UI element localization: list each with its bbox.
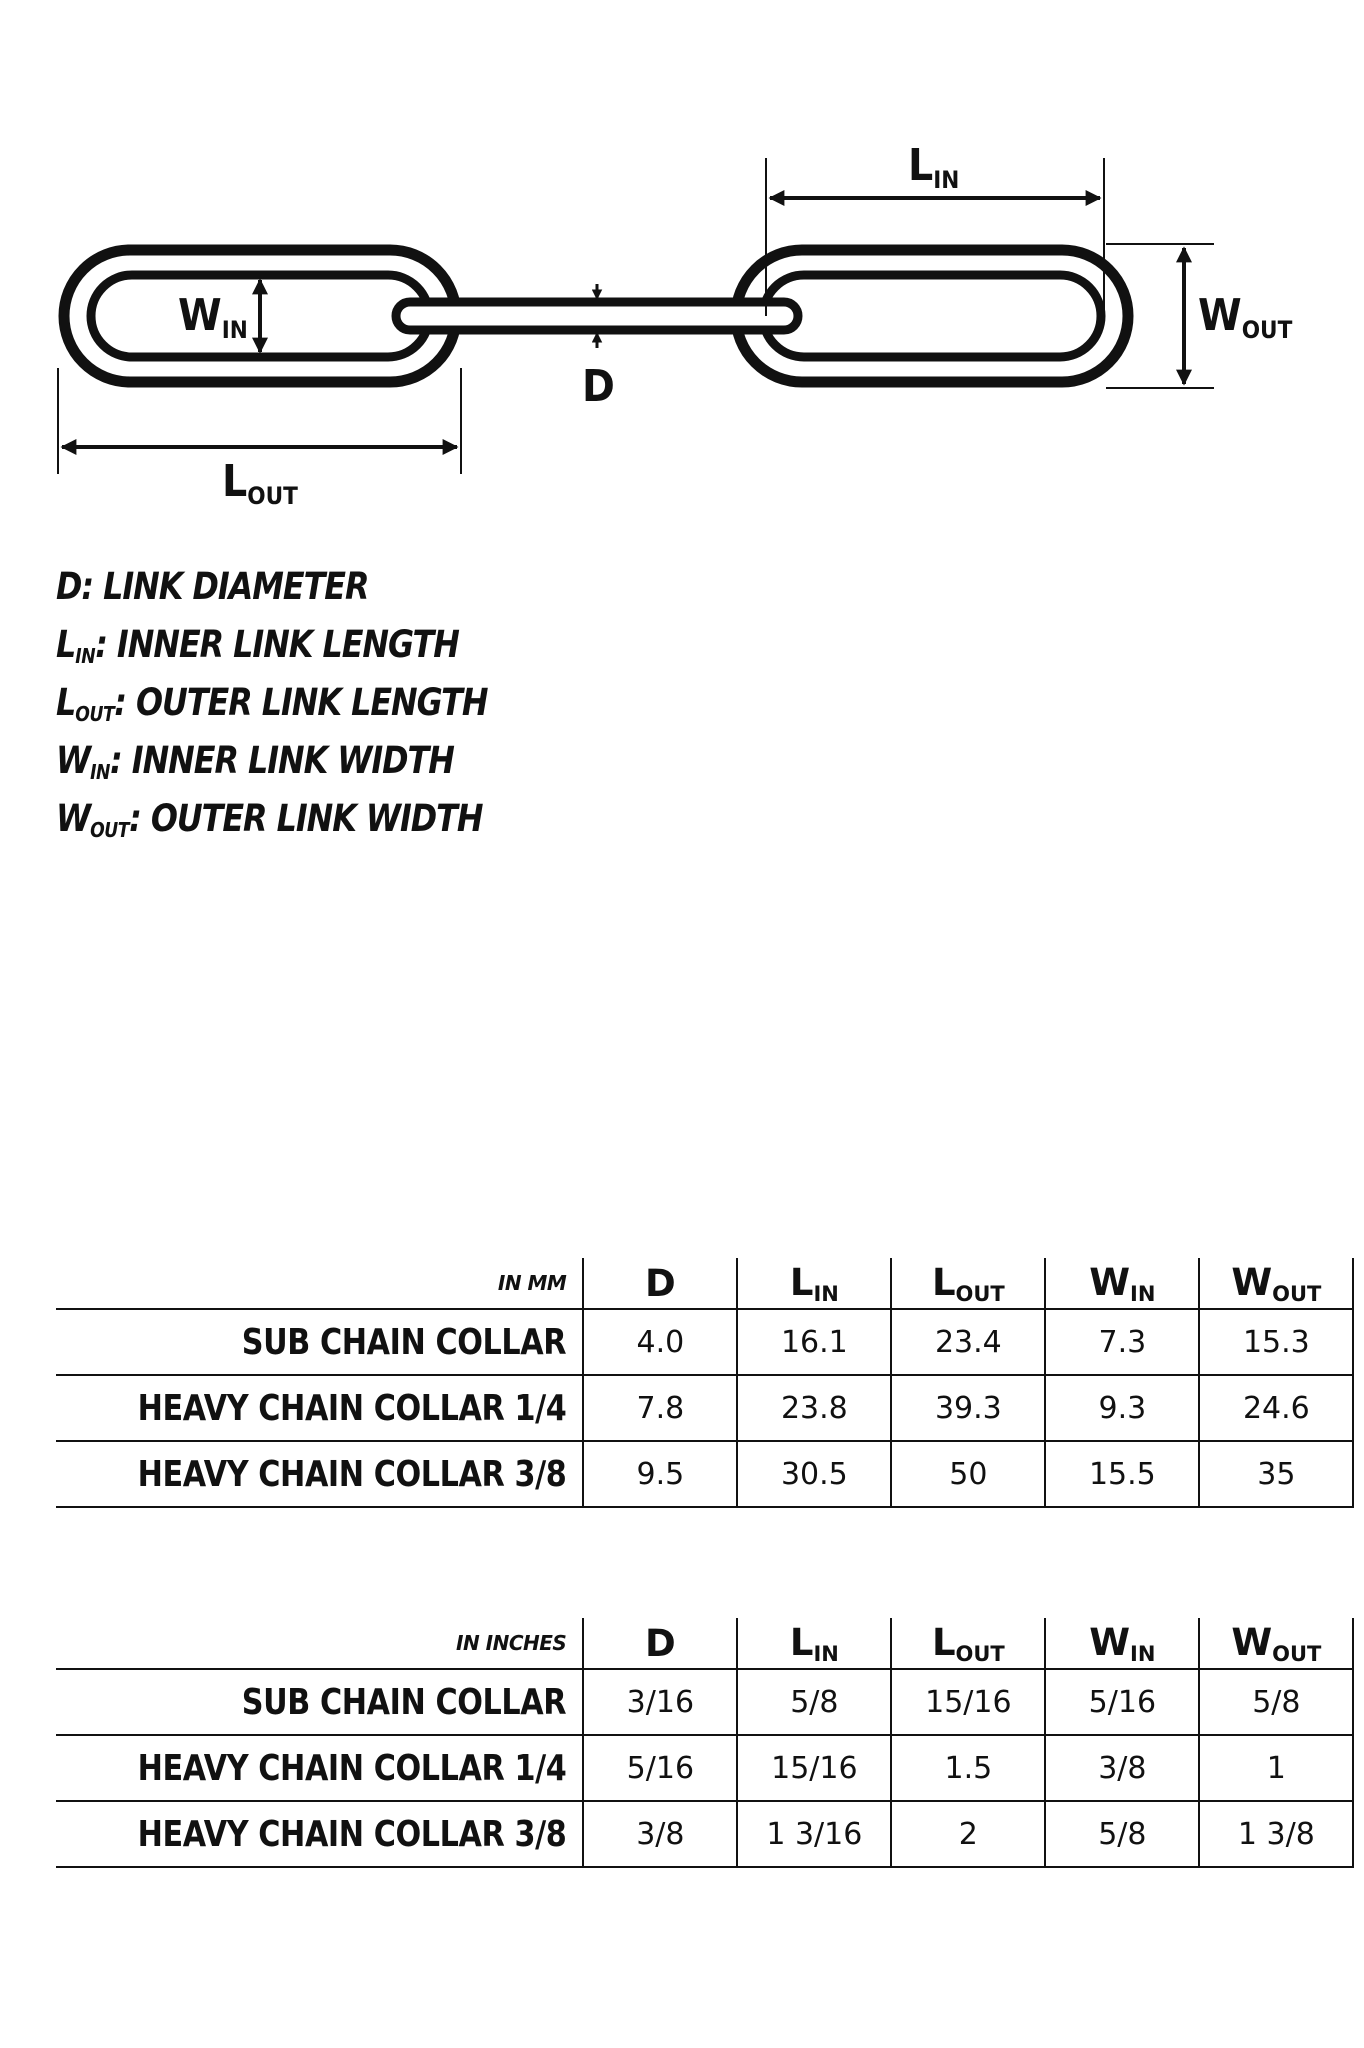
unit-label: IN MM [56,1258,583,1309]
legend-item-w-out: $W_{OUT}$: OUTER LINK WIDTH [56,797,483,842]
cell-w-in: 9.3 [1045,1375,1199,1441]
table-row [56,1309,1353,1375]
cell-w-out: 35 [1199,1441,1353,1507]
l-out-label: LOUT [222,456,298,510]
table-header-row [56,1618,1353,1669]
cell-l-out: 15/16 [891,1669,1045,1735]
cell-w-out: 5/8 [1199,1669,1353,1735]
unit-label: IN INCHES [56,1618,583,1669]
cell-l-out: 2 [891,1801,1045,1867]
cell-w-out: 1 [1199,1735,1353,1801]
chain-link-diagram [0,0,1364,540]
d-label: D [582,361,615,412]
cell-w-in: 5/16 [1045,1669,1199,1735]
row-label: HEAVY CHAIN COLLAR 3/8 [56,1801,583,1867]
row-label: HEAVY CHAIN COLLAR 1/4 [56,1735,583,1801]
right-link-inner [763,275,1101,357]
cell-l-in: 16.1 [737,1309,891,1375]
cell-d: 3/8 [583,1801,737,1867]
cell-w-in: 7.3 [1045,1309,1199,1375]
column-header-d: D [583,1618,737,1669]
cell-d: 9.5 [583,1441,737,1507]
cell-w-out: 1 3/8 [1199,1801,1353,1867]
cell-l-out: 23.4 [891,1309,1045,1375]
w-in-label: WIN [178,290,248,344]
dimensions-table-inches [56,1618,1354,1868]
legend-item-l-out: $L_{OUT}$: OUTER LINK LENGTH [56,681,488,726]
column-header-w-in: $W_{IN}$ [1045,1258,1199,1309]
column-header-l-in: $L_{IN}$ [737,1618,891,1669]
column-header-l-out: $L_{OUT}$ [891,1618,1045,1669]
cell-w-in: 3/8 [1045,1735,1199,1801]
cell-w-out: 24.6 [1199,1375,1353,1441]
middle-link [396,302,798,330]
column-header-w-in: $W_{IN}$ [1045,1618,1199,1669]
cell-w-out: 15.3 [1199,1309,1353,1375]
table-header-row [56,1258,1353,1309]
w-out-label: WOUT [1198,290,1293,344]
cell-w-in: 5/8 [1045,1801,1199,1867]
cell-d: 7.8 [583,1375,737,1441]
cell-d: 4.0 [583,1309,737,1375]
column-header-w-out: $W_{OUT}$ [1199,1618,1353,1669]
cell-l-out: 39.3 [891,1375,1045,1441]
column-header-d: D [583,1258,737,1309]
legend-item-l-in: $L_{IN}$: INNER LINK LENGTH [56,623,459,668]
cell-l-in: 5/8 [737,1669,891,1735]
cell-l-out: 1.5 [891,1735,1045,1801]
cell-l-in: 1 3/16 [737,1801,891,1867]
dimension-legend [56,558,558,848]
cell-d: 3/16 [583,1669,737,1735]
row-label: SUB CHAIN COLLAR [56,1309,583,1375]
cell-l-in: 30.5 [737,1441,891,1507]
table-row [56,1375,1353,1441]
table-row [56,1801,1353,1867]
column-header-l-in: $L_{IN}$ [737,1258,891,1309]
cell-l-in: 15/16 [737,1735,891,1801]
l-in-label: LIN [908,140,960,194]
row-label: SUB CHAIN COLLAR [56,1669,583,1735]
table-row [56,1441,1353,1507]
table-row [56,1669,1353,1735]
table-row [56,1735,1353,1801]
cell-w-in: 15.5 [1045,1441,1199,1507]
cell-d: 5/16 [583,1735,737,1801]
row-label: HEAVY CHAIN COLLAR 3/8 [56,1441,583,1507]
cell-l-in: 23.8 [737,1375,891,1441]
cell-l-out: 50 [891,1441,1045,1507]
legend-item-w-in: $W_{IN}$: INNER LINK WIDTH [56,739,454,784]
column-header-w-out: $W_{OUT}$ [1199,1258,1353,1309]
column-header-l-out: $L_{OUT}$ [891,1258,1045,1309]
legend-item-d: D: LINK DIAMETER [56,565,369,608]
dimensions-table-mm [56,1258,1354,1508]
row-label: HEAVY CHAIN COLLAR 1/4 [56,1375,583,1441]
